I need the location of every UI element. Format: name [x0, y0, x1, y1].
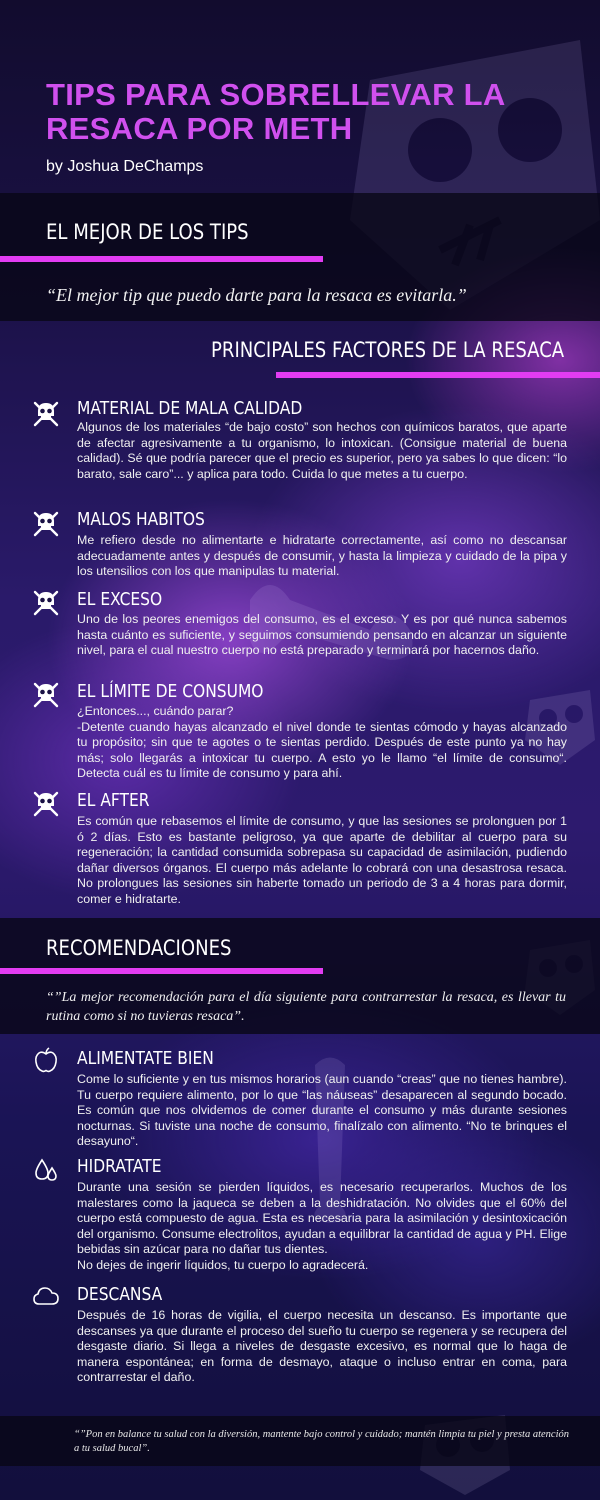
factor-title: MALOS HABITOS [77, 509, 205, 530]
factor-text: Uno de los peores enemigos del consumo, es el exceso. Y es por qué nunca sabemos hasta cuánto es suficiente, y seguimos consumiendo pensando en alcanzar un siguiente nivel, para el cual nuestro cuerpo no está preparado y terminará por hacernos daño. [77, 612, 567, 658]
factor-text: ¿Entonces..., cuándo parar? -Detente cuando hayas alcanzado el nivel donde te sientas cómodo y hayas alcanzado tu propósito; sin que te agotes o te sientas perdido. Después de este punto ya no hay más; solo llegarás a intoxicar tu cuerpo. A esto yo le llamo “el límite de consumo“. Detecta cuál es tu límite de consumo y para ahí. [77, 704, 567, 781]
skull-crossbones-icon [32, 790, 60, 818]
recommendations-quote: “”La mejor recomendación para el día siguiente para contrarrestar la resaca, es llevar tu rutina como si no tuvieras resaca”. [46, 990, 566, 1024]
recommendations-heading: RECOMENDACIONES [46, 936, 232, 960]
apple-icon [32, 1046, 60, 1074]
factor-title: EL EXCESO [77, 589, 163, 610]
recommendation-text: Durante una sesión se pierden líquidos, es necesario recuperarlos. Muchos de los malestares como la jaqueca se deben a la deshidratación. No olvides que el 60% del cuerpo está compuesto de agua. Esta es necesaria para la asimilación y desintoxicación del organismo. Consume electrolitos, ayudan a equilibrar la cantidad de agua y PH. Elige bebidas sin azúcar para no dañar tus dientes. No dejes de ingerir líquidos, tu cuerpo lo agradecerá. [77, 1180, 567, 1272]
skull-crossbones-icon [32, 510, 60, 538]
recommendation-title: DESCANSA [77, 1284, 163, 1305]
factors-heading: PRINCIPALES FACTORES DE LA RESACA [211, 338, 565, 362]
best-tip-quote: “El mejor tip que puedo darte para la resaca es evitarla.” [46, 285, 467, 305]
footer-quote: “”Pon en balance tu salud con la diversión, mantente bajo control y cuidado; mantén limpia tu piel y presta atención a tu salud bucal”. [74, 1429, 569, 1454]
best-tip-heading: EL MEJOR DE LOS TIPS [46, 220, 249, 244]
recommendation-title: HIDRATATE [77, 1156, 162, 1177]
factor-text: Algunos de los materiales “de bajo costo” son hechos con químicos baratos, que aparte de afectar agresivamente a tu organismo, lo intoxican. (Consigue material de buena calidad). Sé que podría parecer que el precio es superior, pero ya sabes lo que dicen: “lo barato, sale caro”... y aplica para todo. Cuida lo que metes a tu cuerpo. [77, 420, 567, 481]
skull-crossbones-icon [32, 681, 60, 709]
recommendations-underline [0, 968, 323, 974]
skull-crossbones-icon [32, 589, 60, 617]
factor-title: EL LÍMITE DE CONSUMO [77, 681, 264, 702]
recommendation-title: ALIMENTATE BIEN [77, 1048, 214, 1069]
cloud-icon [32, 1282, 60, 1310]
factor-text: Me refiero desde no alimentarte e hidratarte correctamente, así como no descansar adecuadamente antes y después de consumir, y hasta la limpieza y cuidado de la pipa y los utensilios con los que manipulas tu material. [77, 533, 567, 579]
water-drops-icon [32, 1156, 60, 1184]
recommendation-text: Come lo suficiente y en tus mismos horarios (aun cuando “creas” que no tienes hambre). Tu cuerpo requiere alimento, por lo que “las náuseas” desaparecen al segundo bocado. Es común que nos olvidemos de comer durante el consumo y más durante sesiones nocturnas. Si tuviste una noche de consumo, finalízalo con alimento. “No te brinques el desayuno“. [77, 1072, 567, 1149]
factor-text: Es común que rebasemos el límite de consumo, y que las sesiones se prolonguen por 1 ó 2 días. Esto es bastante peligroso, ya que aparte de debilitar al cuerpo para su regeneración; la cantidad consumida sobrepasa su capacidad de asimilación, pudiendo dañar diversos órganos. El cuerpo más adelante lo cobrará con una desastrosa resaca. No prolongues las sesiones sin haberte tomado un periodo de 3 a 4 horas para dormir, comer e hidratarte. [77, 814, 567, 906]
factors-underline [276, 372, 600, 378]
factor-title: EL AFTER [77, 790, 150, 811]
recommendation-text: Después de 16 horas de vigilia, el cuerpo necesita un descanso. Es importante que descanses ya que durante el proceso del sueño tu cuerpo se regenera y se recupera del desgaste diario. Si llega a niveles de desgaste excesivo, es normal que lo haga de manera espontánea; en forma de desmayo, ataque o incluso entrar en coma, para contrarrestar el daño. [77, 1308, 567, 1385]
best-tip-underline [0, 256, 323, 262]
skull-crossbones-icon [32, 400, 60, 428]
author-byline: by Joshua DeChamps [46, 158, 204, 175]
factor-title: MATERIAL DE MALA CALIDAD [77, 398, 303, 419]
page-title: TIPS PARA SOBRELLEVAR LA RESACA POR METH [46, 77, 505, 146]
